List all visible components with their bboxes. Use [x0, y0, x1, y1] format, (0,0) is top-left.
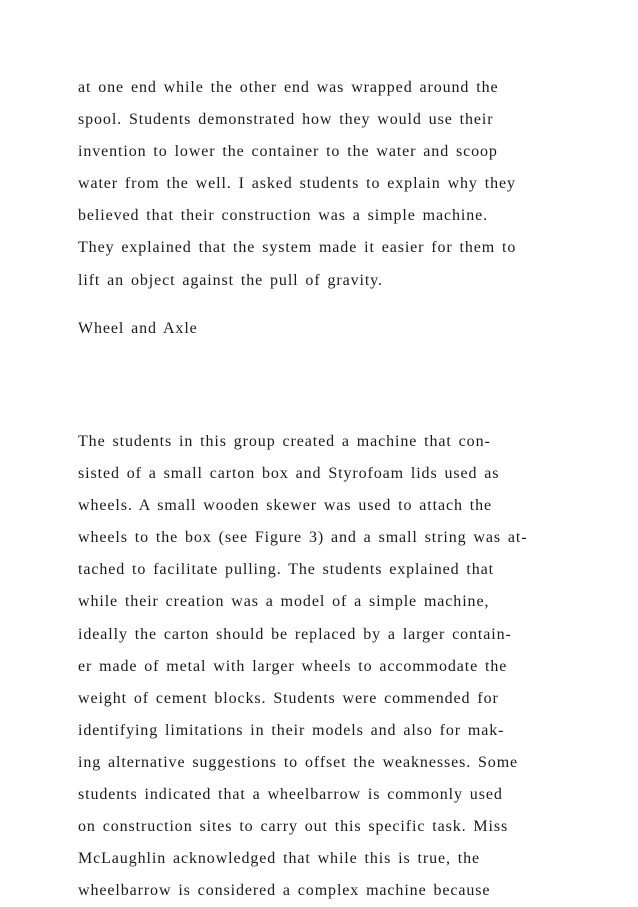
text-line: wheels to the box (see Figure 3) and a small string was at-	[78, 529, 528, 547]
section-heading-text: Wheel and Axle	[78, 320, 198, 337]
text-line: water from the well. I asked students to explain why they	[78, 175, 516, 193]
text-line: lift an object against the pull of gravity.	[78, 271, 383, 289]
text-line: spool. Students demonstrated how they would use their	[78, 111, 494, 129]
text-line: They explained that the system made it easier for them to	[78, 239, 517, 257]
paragraph-wheel-and-axle	[78, 426, 598, 907]
text-line: The students in this group created a machine that con-	[78, 433, 491, 450]
text-line: tached to facilitate pulling. The students explained that	[78, 561, 495, 579]
text-line: wheelbarrow is considered a complex machine because	[78, 882, 491, 900]
text-line: McLaughlin acknowledged that while this is true, the	[78, 850, 481, 868]
section-heading	[78, 313, 598, 345]
text-line: while their creation was a model of a simple machine,	[78, 593, 490, 611]
text-line: identifying limitations in their models and also for mak-	[78, 721, 505, 739]
text-line: weight of cement blocks. Students were commended for	[78, 689, 499, 707]
text-line: ideally the carton should be replaced by a larger contain-	[78, 625, 512, 643]
text-line: on construction sites to carry out this specific task. Miss	[78, 818, 509, 836]
text-line: believed that their construction was a simple machine.	[78, 207, 489, 225]
text-line: er made of metal with larger wheels to accommodate the	[78, 657, 508, 675]
paragraph-simple-machine-explanation	[78, 72, 598, 297]
text-line: ing alternative suggestions to offset the weaknesses. Some	[78, 753, 519, 771]
text-line: wheels. A small wooden skewer was used to attach the	[78, 497, 493, 515]
text-line: at one end while the other end was wrapped around the	[78, 79, 499, 96]
text-line: sisted of a small carton box and Styrofoam lids used as	[78, 465, 500, 483]
text-line: students indicated that a wheelbarrow is commonly used	[78, 786, 503, 804]
text-line: invention to lower the container to the water and scoop	[78, 143, 498, 161]
